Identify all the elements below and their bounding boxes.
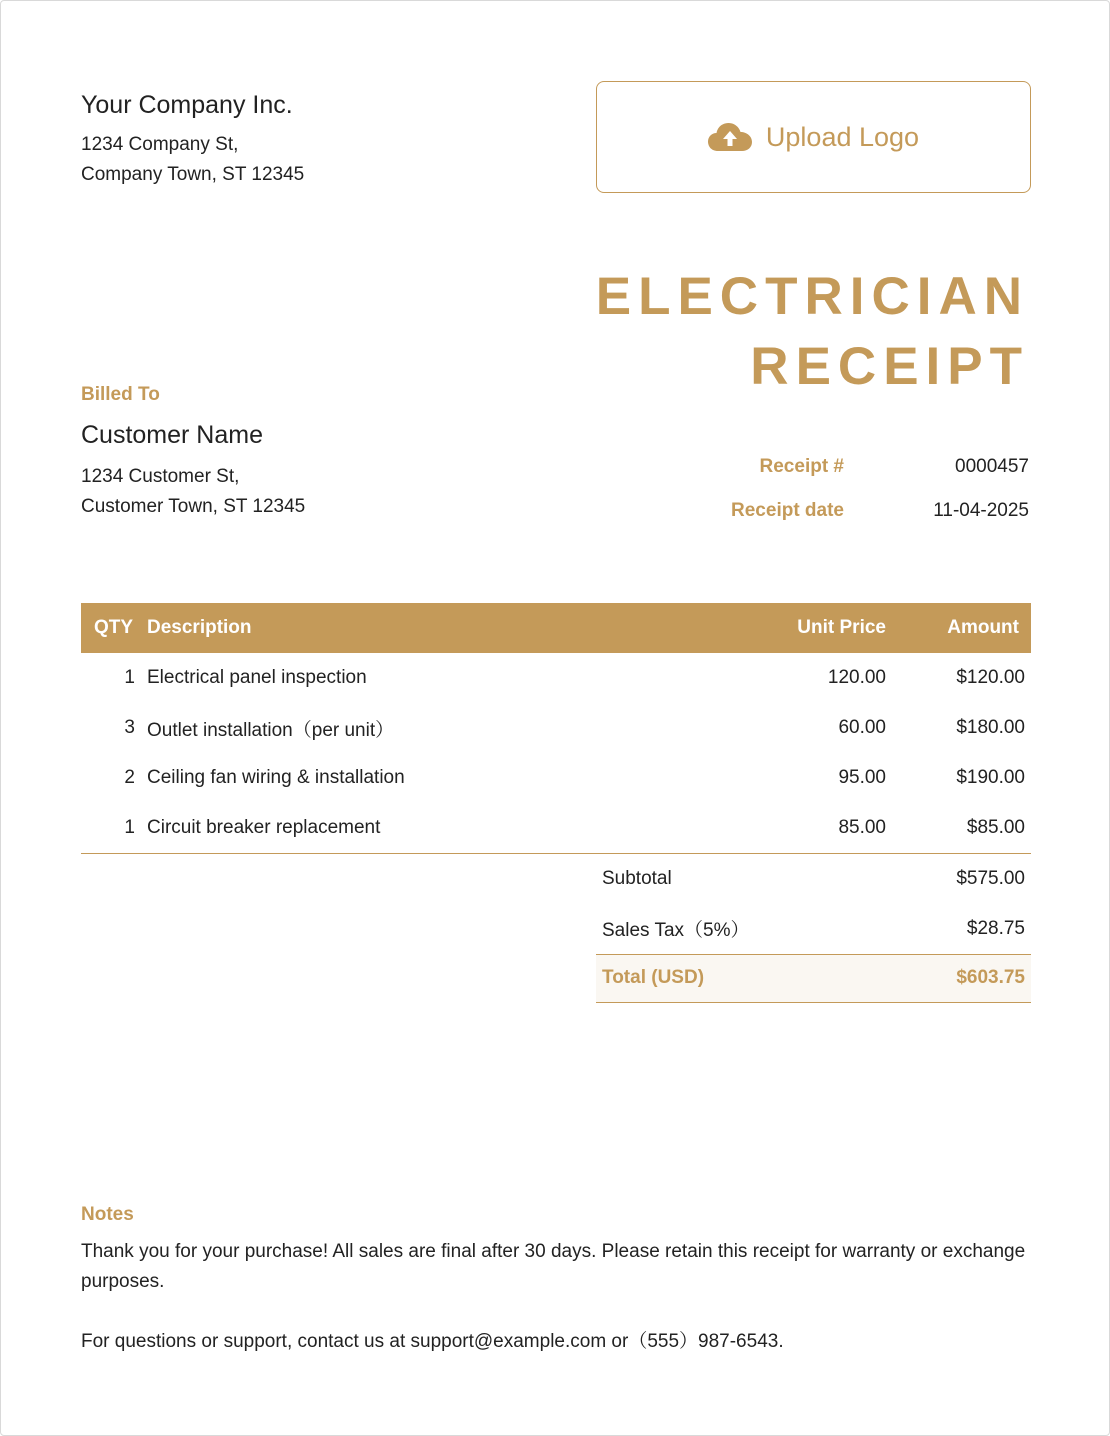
row-description: Electrical panel inspection: [147, 667, 367, 688]
total-value: $603.75: [885, 954, 1031, 1002]
customer-address-line1: 1234 Customer St,: [81, 466, 240, 487]
tax-row: [596, 904, 1031, 954]
receipt-date-value: 11-04-2025: [933, 500, 1029, 521]
customer-name: Customer Name: [81, 421, 263, 449]
header-unit-price: Unit Price: [686, 603, 886, 653]
notes-label: Notes: [81, 1204, 134, 1225]
row-qty: 3: [124, 717, 135, 738]
row-description: Circuit breaker replacement: [141, 803, 686, 853]
row-amount: $180.00: [956, 717, 1025, 738]
total-label: Total (USD): [596, 954, 885, 1002]
header-qty: QTY: [81, 603, 141, 653]
receipt-number-label: Receipt #: [759, 456, 844, 477]
row-amount: $120.00: [956, 667, 1025, 688]
row-description: Outlet installation（per unit）: [147, 719, 395, 741]
company-address-line1: 1234 Company St,: [81, 134, 239, 155]
subtotal-row: [596, 854, 1031, 904]
totals-table: [596, 854, 1031, 1003]
subtotal-label: Subtotal: [602, 868, 672, 889]
total-row: [596, 954, 1031, 1002]
row-qty: 1: [124, 667, 135, 688]
receipt-date-label: Receipt date: [731, 500, 844, 521]
row-unit-price: 85.00: [686, 803, 886, 853]
row-description: Ceiling fan wiring & installation: [147, 767, 405, 788]
company-name: Your Company Inc.: [81, 91, 293, 119]
table-row: [81, 803, 1031, 853]
tax-label: Sales Tax（5%）: [602, 920, 750, 942]
table-row: [81, 753, 1031, 803]
row-qty: 2: [124, 767, 135, 788]
header-description: Description: [141, 603, 686, 653]
row-amount: $190.00: [956, 767, 1025, 788]
table-header-row: [81, 603, 1031, 653]
company-address-line2: Company Town, ST 12345: [81, 164, 305, 185]
document-title-line1: ELECTRICIAN: [595, 267, 1029, 326]
subtotal-value: $575.00: [956, 868, 1025, 889]
row-qty: 1: [81, 803, 141, 853]
tax-value: $28.75: [966, 917, 1025, 939]
upload-logo-button[interactable]: [596, 81, 1031, 193]
table-row: [81, 703, 1031, 753]
row-unit-price: 95.00: [838, 767, 886, 788]
customer-address-line2: Customer Town, ST 12345: [81, 496, 306, 517]
row-unit-price: 120.00: [827, 667, 886, 688]
header-amount: Amount: [886, 603, 1031, 653]
row-amount: $85.00: [886, 803, 1031, 853]
document-title-line2: RECEIPT: [750, 337, 1029, 396]
upload-logo-label: Upload Logo: [765, 121, 920, 152]
receipt-number-value: 0000457: [955, 456, 1029, 477]
notes-contact-text: For questions or support, contact us at support@example.com or（555）987-6543.: [81, 1331, 784, 1352]
line-items-table: [81, 603, 1031, 854]
table-row: [81, 653, 1031, 703]
billed-to-label: Billed To: [81, 384, 160, 405]
notes-text: Thank you for your purchase! All sales are final after 30 days. Please retain this receipt for warranty or exchange purposes.: [81, 1241, 1026, 1292]
cloud-upload-icon: [708, 122, 752, 152]
row-unit-price: 60.00: [838, 717, 886, 738]
